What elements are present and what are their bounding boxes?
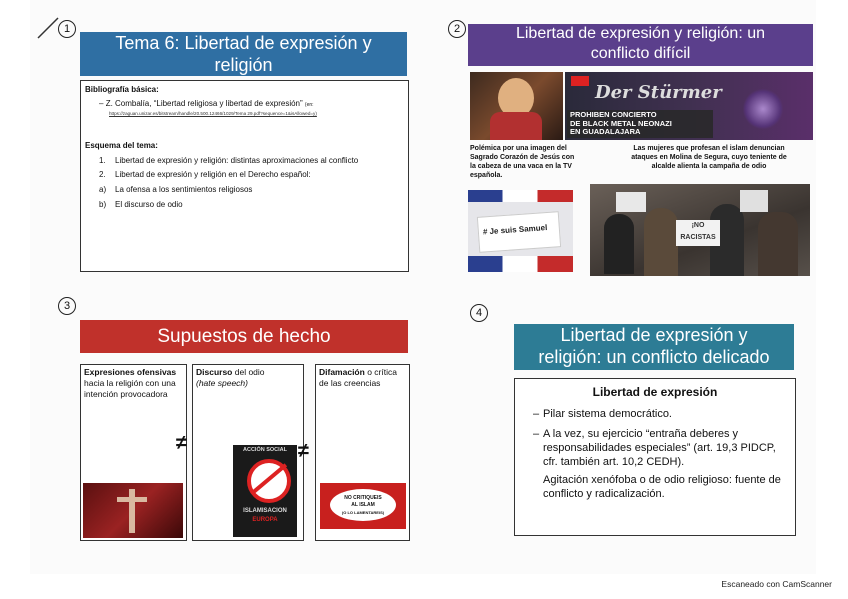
stage-light (743, 88, 783, 130)
not-equal-icon: ≠ (176, 432, 187, 454)
col1-box (80, 364, 187, 541)
esquema-list (99, 155, 399, 210)
esquema-subitem (99, 199, 399, 210)
esquema-subitem (99, 184, 399, 195)
poster-top-text: ACCIÓN SOCIAL (243, 447, 287, 453)
esquema-heading: Esquema del tema: (85, 141, 158, 150)
flag-stripe (468, 190, 573, 202)
figure-shape (129, 489, 135, 533)
bibliography-heading: Bibliografía básica: (85, 85, 159, 94)
tv-host-photo (470, 72, 563, 140)
warning-label (320, 483, 406, 529)
je-suis-samuel-photo (468, 190, 573, 272)
caption-right: Las mujeres que profesan el islam denuncian ataques en Molina de Segura, cuyo teniente de alcalde alienta la campaña de odio (631, 145, 787, 170)
col2-text (193, 365, 303, 391)
slide-number-3: 3 (58, 297, 76, 315)
col3-bold: Difamación (319, 367, 365, 377)
esquema-item (99, 155, 399, 166)
slide-number-4: 4 (470, 304, 488, 322)
person-shape (604, 214, 634, 274)
esquema-subitem-text: La ofensa a los sentimientos religiosos (115, 185, 253, 194)
slide4-title (514, 324, 794, 370)
headline-line: EN GUADALAJARA (570, 127, 641, 136)
slide1-title-line1: Tema 6: Libertad de expresión y (115, 33, 372, 53)
scanned-page (30, 0, 816, 574)
slide1-title-line2: religión (214, 55, 273, 75)
warning-text: AL ISLAM (351, 502, 375, 508)
slide4-content-box (514, 378, 796, 536)
not-equal-icon: ≠ (298, 440, 309, 462)
crucifix-photo (83, 483, 183, 538)
slide3-title: Supuestos de hecho (80, 320, 408, 353)
col1-text (81, 365, 186, 402)
bullet-text: Pilar sistema democrático. (543, 408, 672, 420)
caption-left: Polémica por una imagen del Sagrado Corazón de Jesús con la cabeza de una vaca en la TV española. (470, 145, 575, 179)
slide-number-1: 1 (58, 20, 76, 38)
slide4-title-line1: Libertad de expresión y (560, 325, 748, 345)
tv-logo-icon (571, 76, 589, 86)
person-shape (758, 212, 798, 276)
protest-sign-blank (616, 192, 646, 212)
col1-rest: hacia la religión con una intención provocadora (84, 378, 176, 399)
bullet-item: – Pilar sistema democrático. (533, 408, 672, 420)
col2-rest: del odio (234, 367, 265, 377)
photo-logo: Der Stürmer (595, 82, 722, 103)
esquema-subitem-letter: b) (99, 200, 107, 209)
col3-box (315, 364, 410, 541)
col2-box (192, 364, 304, 541)
slide4-title-line2: religión: un conflicto delicado (538, 347, 770, 367)
col3-rest: o crítica de las creencias (319, 367, 397, 388)
col2-italic: (hate speech) (196, 378, 248, 388)
scanner-watermark: Escaneado con CamScanner (721, 579, 832, 589)
col2-bold: Discurso (196, 367, 233, 377)
sign-text: # Je suis Samuel (482, 223, 548, 237)
anti-islam-poster (233, 445, 297, 537)
warning-text: NO CRITIQUEIS (344, 495, 382, 501)
slide2-title (468, 24, 813, 66)
protest-sign-text: ¡NO (691, 222, 705, 229)
warning-text: (O LO LAMENTAREIS) (341, 510, 385, 515)
protest-sign (676, 220, 720, 246)
col3-text (316, 365, 409, 391)
col1-bold: Expresiones ofensivas (84, 367, 177, 377)
warning-oval (330, 489, 396, 521)
slide2-title-line1: Libertad de expresión y religión: un (515, 25, 766, 42)
bullet-text: A la vez, su ejercicio “entraña deberes y responsabilidades especiales” (art. 19,3 PIDCP, cfr. también art. 10,2 CEDH). (543, 428, 776, 468)
slide1-content-box (80, 80, 409, 272)
esquema-item-text: Libertad de expresión y religión: distintas aproximaciones al conflicto (115, 156, 359, 165)
concert-photo (565, 72, 813, 140)
esquema-subitem-text: El discurso de odio (115, 200, 183, 209)
poster-bottom-text: EUROPA (252, 517, 278, 523)
bibliography-suffix: (en: (304, 102, 314, 108)
bullet-item: – A la vez, su ejercicio “entraña deberes y responsabilidades especiales” (art. 19,3 PIDCP, cfr. también art. 10,2 CEDH). (533, 427, 783, 469)
bibliography-url[interactable]: https://zaguan.unizar.es/bitstream/handle/20.500.12466/1029/Tema 29.pdf?sequence=1&isAllowed=y) (109, 111, 317, 116)
esquema-item-number: 2. (99, 170, 106, 179)
flag-stripe (468, 256, 573, 272)
esquema-subitem-letter: a) (99, 185, 107, 194)
bibliography-dash: – (99, 99, 104, 108)
slide4-paragraph: Agitación xenófoba o de odio religioso: fuente de conflicto y radicalización. (543, 474, 781, 500)
protest-photo (590, 184, 810, 276)
esquema-item-text: Libertad de expresión y religión en el Derecho español: (115, 170, 311, 179)
shirt-shape (490, 112, 542, 140)
bibliography-item (99, 99, 314, 108)
slide-number-2: 2 (448, 20, 466, 38)
poster-bottom (233, 507, 297, 525)
esquema-item-number: 1. (99, 156, 106, 165)
slide1-title (80, 32, 407, 76)
protest-sign-text: RACISTAS (680, 234, 716, 241)
figure-shape (117, 497, 147, 502)
slide4-bullets (533, 407, 783, 501)
slide4-box-title: Libertad de expresión (592, 385, 718, 399)
poster-bottom-text: ISLAMISACION (243, 508, 287, 514)
protest-sign-blank (740, 190, 768, 212)
headline-line: DE BLACK METAL NEONAZI (570, 118, 672, 128)
person-shape (644, 208, 678, 276)
esquema-item (99, 169, 399, 180)
photo-headline (567, 110, 713, 138)
sign-card (477, 211, 561, 253)
slide2-title-line2: conflicto difícil (590, 45, 691, 62)
bibliography-text: Z. Combalía, “Libertad religiosa y libertad de expresión” (105, 99, 303, 108)
headline-line: PROHIBEN CONCIERTO (570, 110, 657, 119)
